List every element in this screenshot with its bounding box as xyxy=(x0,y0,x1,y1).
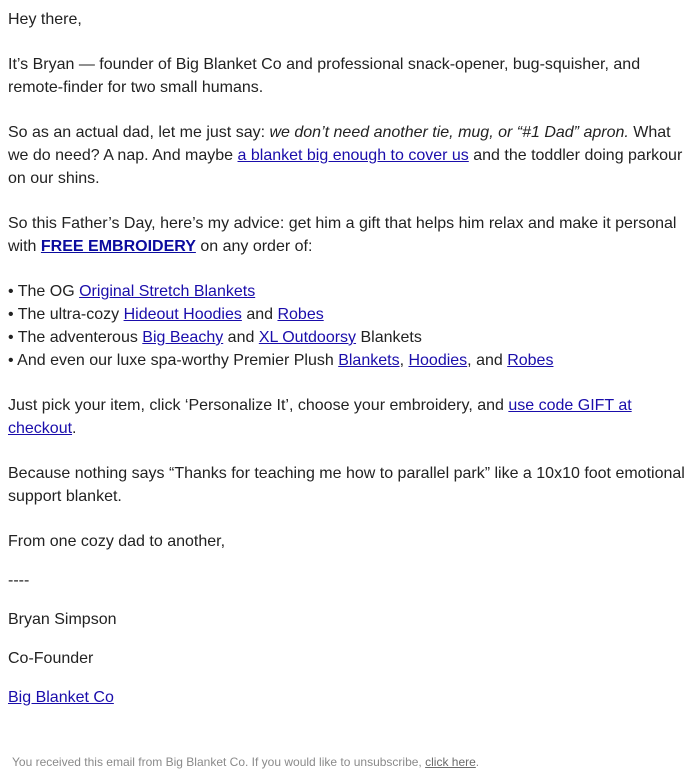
dad-lead-text: So as an actual dad, let me just say: xyxy=(8,124,270,141)
premier-plush-hoodies-link[interactable]: Hoodies xyxy=(408,352,468,369)
signature-divider: ---- xyxy=(8,572,30,589)
hideout-hoodies-link[interactable]: Hideout Hoodies xyxy=(123,306,242,323)
list-item-separator: , and xyxy=(467,352,508,369)
robes-link[interactable]: Robes xyxy=(277,306,324,323)
xl-outdoorsy-link[interactable]: XL Outdoorsy xyxy=(258,329,357,346)
list-item-and: and xyxy=(223,329,259,346)
pick-tail-text: . xyxy=(72,420,77,437)
email-body xyxy=(8,8,692,725)
big-blanket-link[interactable]: a blanket big enough to cover us xyxy=(237,147,469,164)
list-item-tail: Blankets xyxy=(356,329,422,346)
signature-company xyxy=(8,686,692,709)
footer-text: You received this email from Big Blanket Co. If you would like to unsubscribe, xyxy=(12,755,426,769)
unsubscribe-link[interactable]: click here xyxy=(425,755,476,769)
company-link[interactable]: Big Blanket Co xyxy=(8,689,114,706)
premier-plush-blankets-link[interactable]: Blankets xyxy=(338,352,400,369)
intro-paragraph: It’s Bryan — founder of Big Blanket Co and professional snack-opener, bug-squisher, and remote-finder for two small humans. xyxy=(8,56,641,96)
big-beachy-link[interactable]: Big Beachy xyxy=(142,329,224,346)
dad-paragraph xyxy=(8,121,692,190)
advice-lead-text: So this Father’s Day, here’s my advice: get him a gift that helps him relax and make it personal with xyxy=(8,215,677,255)
list-item-separator: , xyxy=(399,352,409,369)
pick-paragraph xyxy=(8,394,692,440)
list-item xyxy=(8,280,692,303)
list-item xyxy=(8,303,692,326)
list-item-lead: • And even our luxe spa-worthy Premier Plush xyxy=(8,352,339,369)
greeting: Hey there, xyxy=(8,11,82,28)
advice-paragraph xyxy=(8,212,692,258)
dad-middle-text: What we do need? A nap. And maybe xyxy=(8,124,671,164)
list-item-and: and xyxy=(241,306,278,323)
footer-tail: . xyxy=(475,755,480,769)
dad-italic-text: we don’t need another tie, mug, or “#1 Dad” apron. xyxy=(269,124,629,141)
original-stretch-blankets-link[interactable]: Original Stretch Blankets xyxy=(79,283,256,300)
list-item xyxy=(8,326,692,349)
premier-plush-robes-link[interactable]: Robes xyxy=(507,352,554,369)
list-item-lead: • The ultra-cozy xyxy=(8,306,124,323)
list-item xyxy=(8,349,692,372)
advice-tail-text: on any order of: xyxy=(195,238,313,255)
pick-lead-text: Just pick your item, click ‘Personalize It’, choose your embroidery, and xyxy=(8,397,509,414)
because-paragraph: Because nothing says “Thanks for teaching me how to parallel park” like a 10x10 foot emotional support blanket. xyxy=(8,465,685,505)
email-footer xyxy=(12,755,479,769)
signature-name: Bryan Simpson xyxy=(8,611,117,628)
list-item-lead: • The adventerous xyxy=(8,329,143,346)
signature-role: Co-Founder xyxy=(8,650,94,667)
product-list xyxy=(8,280,692,372)
dad-tail-text: and the toddler doing parkour on our shins. xyxy=(8,147,683,187)
signoff: From one cozy dad to another, xyxy=(8,533,226,550)
list-item-lead: • The OG xyxy=(8,283,80,300)
free-embroidery-link[interactable]: FREE EMBROIDERY xyxy=(40,238,196,255)
gift-code-link[interactable]: use code GIFT at checkout xyxy=(8,397,632,437)
